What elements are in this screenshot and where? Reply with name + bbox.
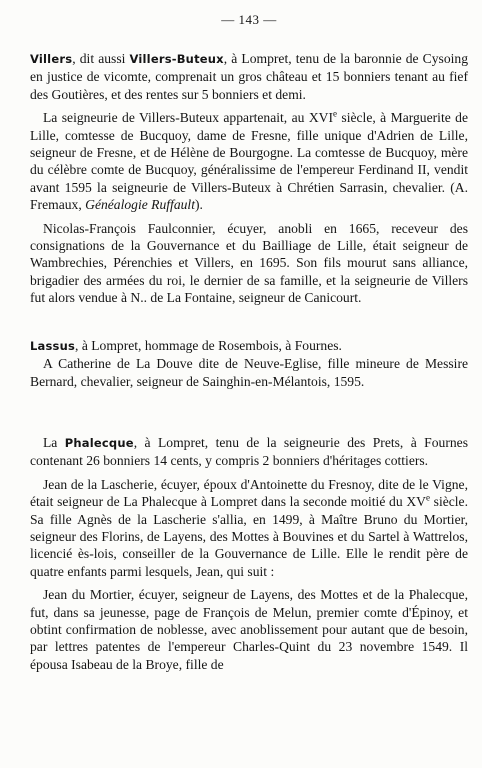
villers-p2-text-b: siècle, à Marguerite de Lille, comtesse de Bucquoy, dame de Fresne, fille unique d'Adrien de Lille, seigneur de Fresne, et de Hélène de Bourgogne. La comtesse de Bucquoy, mère du célèbre comte de Bucquoy, généralissime de l'empereur Ferdinand II, vendit avant 1595 la seigneurie de Villers-Buteux à Chrétien Sarrasin, chevalier. (A. Fremaux, [30, 110, 468, 213]
entry-heading-phalecque: Phalecque [64, 435, 134, 450]
entry-heading-lassus: Lassus [30, 338, 76, 353]
villers-p2-text-c: ). [194, 197, 203, 213]
lassus-p1-text: , à Lompret, hommage de Rosembois, à Fournes. [75, 337, 342, 353]
villers-p2-superscript: e [333, 108, 337, 119]
phalecque-paragraph-2 [30, 476, 468, 580]
entry-heading-villers-buteux: Villers-Buteux [129, 52, 224, 66]
entry-heading-villers: Villers [30, 52, 73, 66]
villers-paragraph-2 [30, 109, 468, 213]
phalecque-p2-text-b: siècle. Sa fille Agnès de la Lascherie s'allia, en 1499, à Maître Bruno du Mortier, seigneur des Florins, de Layens, des Mottes à Bouvines et du Sartel à Wattrelos, licencié ès-lois, conseiller de la Gouvernance de Lille. Elle le rendit père de quatre enfants parmi lesquels, Jean, qui suit : [30, 494, 468, 579]
villers-p2-citation: Généalogie Ruffault [85, 197, 195, 213]
villers-paragraph-1 [30, 50, 468, 103]
lassus-paragraph-2: A Catherine de La Douve dite de Neuve-Eglise, fille mineure de Messire Bernard, chevalier, seigneur de Sainghin-en-Mélantois, 1595. [30, 356, 468, 389]
phalecque-p2-superscript: e [425, 492, 430, 503]
phalecque-p1-pre: La [43, 434, 65, 450]
villers-paragraph-3: Nicolas-François Faulconnier, écuyer, anobli en 1665, receveur des consignations de la Gouvernance et du Bailliage de Lille, était seigneur de Wambrechies, Pérenchies et Villers, en 1695. Son fils mourut sans alliance, brigadier des armées du roi, le dernier de sa famille, et la seigneurie de Villers fut alors vendue à N.. de La Fontaine, seigneur de Canicourt. [30, 220, 468, 306]
phalecque-paragraph-3: Jean du Mortier, écuyer, seigneur de Layens, des Mottes et de la Phalecque, fut, dans sa jeunesse, page de François de Melun, premier comte d'Épinoy, et obtint confirmation de noblesse, avec anoblissement pour autant que de besoin, par lettres patentes de l'empereur Charles-Quint du 23 novembre 1549. Il épousa Isabeau de la Broye, fille de [30, 587, 468, 672]
page-number: — 143 — [221, 12, 277, 27]
phalecque-paragraph-1 [30, 434, 468, 470]
villers-p1-text-a: , dit aussi [72, 51, 130, 66]
villers-p1-text-b: , à Lompret, tenu de la baronnie de Cysoing en justice de vicomte, comprenait un gros château et 15 bonniers tenant au fief des Goutières, et des rentes sur 5 bonniers et demi. [30, 51, 468, 102]
phalecque-p1-text: , à Lompret, tenu de la seigneurie des Prets, à Fournes contenant 26 bonniers 14 cents, y compris 2 bonniers d'héritages cottiers. [30, 434, 468, 469]
phalecque-p2-text-a: Jean de la Lascherie, écuyer, époux d'Antoinette du Fresnoy, dite de le Vigne, était seigneur de La Phalecque à Lompret dans la seconde moitié du XV [30, 476, 468, 510]
lassus-paragraph-1 [30, 337, 468, 355]
villers-p2-text-a: La seigneurie de Villers-Buteux appartenait, au XVI [43, 110, 333, 126]
